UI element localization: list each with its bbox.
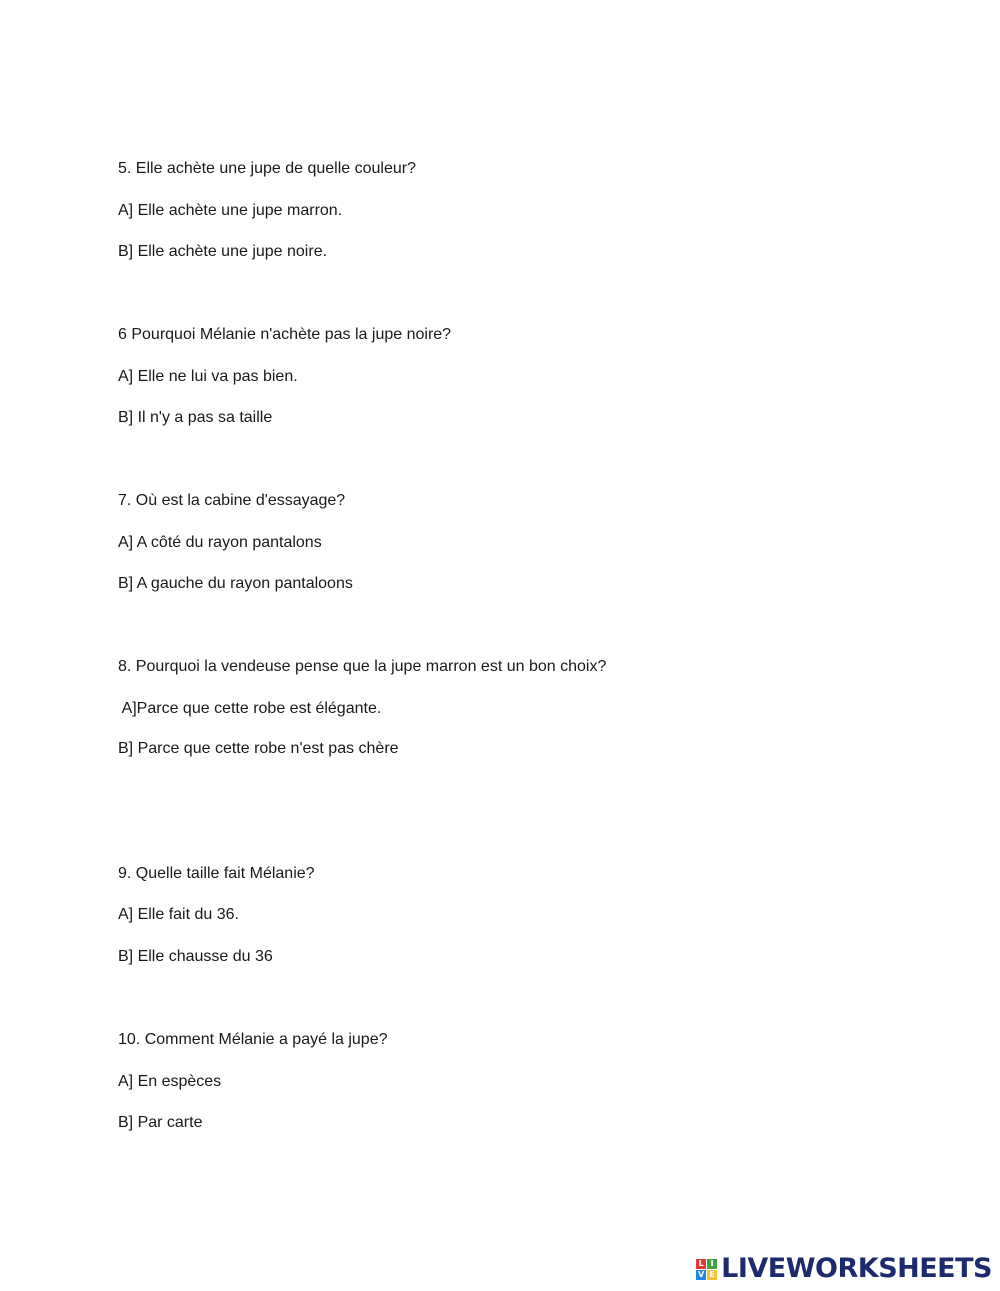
question-7-option-a: A] A côté du rayon pantalons bbox=[118, 534, 322, 551]
question-9: 9. Quelle taille fait Mélanie? bbox=[118, 865, 315, 882]
question-10-option-a: A] En espèces bbox=[118, 1073, 222, 1090]
logo-text: LIVEWORKSHEETS bbox=[721, 1253, 992, 1284]
logo-squares-icon bbox=[696, 1259, 717, 1280]
question-5-option-a: A] Elle achète une jupe marron. bbox=[118, 202, 343, 219]
logo-square-l: L bbox=[696, 1259, 706, 1269]
question-8-option-a: A]Parce que cette robe est élégante. bbox=[118, 700, 382, 717]
question-6-option-a: A] Elle ne lui va pas bien. bbox=[118, 368, 298, 385]
logo-square-e: E bbox=[707, 1270, 717, 1280]
question-9-option-a: A] Elle fait du 36. bbox=[118, 906, 239, 923]
question-5: 5. Elle achète une jupe de quelle couleur? bbox=[118, 160, 416, 177]
question-8-option-b: B] Parce que cette robe n'est pas chère bbox=[118, 740, 399, 757]
question-7: 7. Où est la cabine d'essayage? bbox=[118, 492, 346, 509]
question-6: 6 Pourquoi Mélanie n'achète pas la jupe noire? bbox=[118, 326, 452, 343]
logo-square-i: I bbox=[707, 1259, 717, 1269]
question-6-option-b: B] Il n'y a pas sa taille bbox=[118, 409, 273, 426]
question-8: 8. Pourquoi la vendeuse pense que la jupe marron est un bon choix? bbox=[118, 658, 607, 675]
question-7-option-b: B] A gauche du rayon pantaloons bbox=[118, 575, 353, 592]
liveworksheets-logo bbox=[696, 1253, 992, 1285]
question-5-option-b: B] Elle achète une jupe noire. bbox=[118, 243, 328, 260]
question-10: 10. Comment Mélanie a payé la jupe? bbox=[118, 1031, 388, 1048]
logo-square-v: V bbox=[698, 1269, 705, 1279]
question-10-option-b: B] Par carte bbox=[118, 1114, 203, 1131]
question-9-option-b: B] Elle chausse du 36 bbox=[118, 948, 273, 965]
